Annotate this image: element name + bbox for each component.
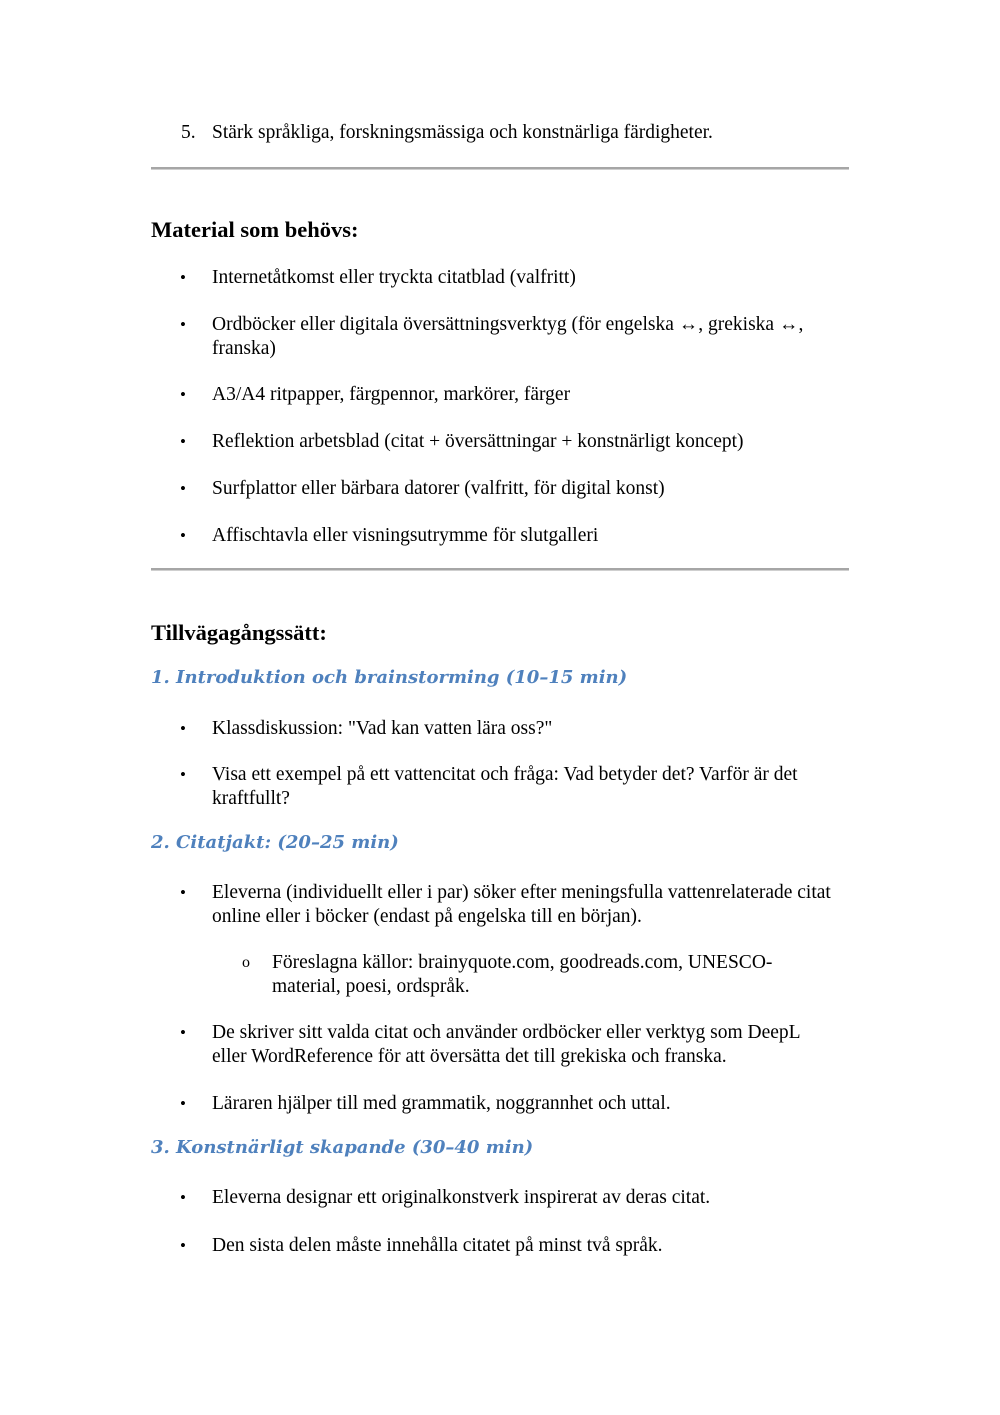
list-item-text: Läraren hjälper till med grammatik, noggrannhet och uttal. <box>212 1093 671 1114</box>
item-number: 5. <box>181 122 196 143</box>
bullet-icon: • <box>180 315 186 334</box>
sub-list-item-text: Föreslagna källor: brainyquote.com, goodreads.com, UNESCO-material, poesi, ordspråk. <box>272 952 773 997</box>
step-heading: 3. Konstnärligt skapande (30–40 min) <box>151 1137 534 1158</box>
list-item <box>180 524 832 548</box>
list-item-text: Affischtavla eller visningsutrymme för slutgalleri <box>212 525 599 546</box>
list-item-text: Surfplattor eller bärbara datorer (valfritt, för digital konst) <box>212 478 665 499</box>
list-item <box>180 881 832 929</box>
sub-list-item <box>242 951 832 999</box>
bullet-icon: • <box>180 526 186 545</box>
bullet-icon: • <box>180 1236 186 1255</box>
list-item-text: Klassdiskussion: "Vad kan vatten lära oss?" <box>212 718 553 739</box>
list-item-text: Den sista delen måste innehålla citatet på minst två språk. <box>212 1235 663 1256</box>
bullet-icon: • <box>180 719 186 738</box>
bullet-icon: • <box>180 1094 186 1113</box>
list-item <box>180 477 832 501</box>
list-item-text: Internetåtkomst eller tryckta citatblad (valfritt) <box>212 267 576 288</box>
list-item <box>180 383 832 407</box>
list-item <box>180 1234 832 1258</box>
list-item-text: Ordböcker eller digitala översättningsverktyg (för engelska ↔, grekiska ↔, franska) <box>212 314 804 359</box>
bullet-icon: • <box>180 1188 186 1207</box>
bullet-icon: • <box>180 765 186 784</box>
list-item <box>180 313 832 361</box>
list-item-text: Reflektion arbetsblad (citat + översättningar + konstnärligt koncept) <box>212 431 744 452</box>
bullet-icon: • <box>180 479 186 498</box>
list-item-text: Eleverna (individuellt eller i par) söker efter meningsfulla vattenrelaterade citat online eller i böcker (endast på engelska till en början). <box>212 882 831 927</box>
list-item-text: A3/A4 ritpapper, färgpennor, markörer, färger <box>212 384 571 405</box>
list-item <box>180 1186 832 1210</box>
procedure-heading: Tillvägagångssätt: <box>151 620 327 645</box>
list-item <box>180 430 832 454</box>
step-heading: 1. Introduktion och brainstorming (10–15 min) <box>151 667 628 688</box>
list-item-text: De skriver sitt valda citat och använder ordböcker eller verktyg som DeepL eller WordReference för att översätta det till grekiska och franska. <box>212 1022 800 1067</box>
list-item-text: Visa ett exempel på ett vattencitat och fråga: Vad betyder det? Varför är det kraftfullt? <box>212 764 798 809</box>
list-item <box>180 1021 832 1069</box>
list-item-text: Eleverna designar ett originalkonstverk inspirerat av deras citat. <box>212 1187 711 1208</box>
bullet-icon: • <box>180 883 186 902</box>
list-item <box>180 717 832 741</box>
horizontal-rule <box>151 568 849 571</box>
bullet-icon: • <box>180 432 186 451</box>
step-heading: 2. Citatjakt: (20–25 min) <box>151 832 399 853</box>
materials-heading: Material som behövs: <box>151 217 359 242</box>
circle-bullet-icon: o <box>242 954 250 971</box>
bullet-icon: • <box>180 385 186 404</box>
bullet-icon: • <box>180 268 186 287</box>
list-item <box>180 266 832 290</box>
bullet-icon: • <box>180 1023 186 1042</box>
item-text: Stärk språkliga, forskningsmässiga och konstnärliga färdigheter. <box>212 122 713 143</box>
list-item <box>180 763 832 811</box>
horizontal-rule <box>151 167 849 170</box>
list-item <box>180 1092 832 1116</box>
